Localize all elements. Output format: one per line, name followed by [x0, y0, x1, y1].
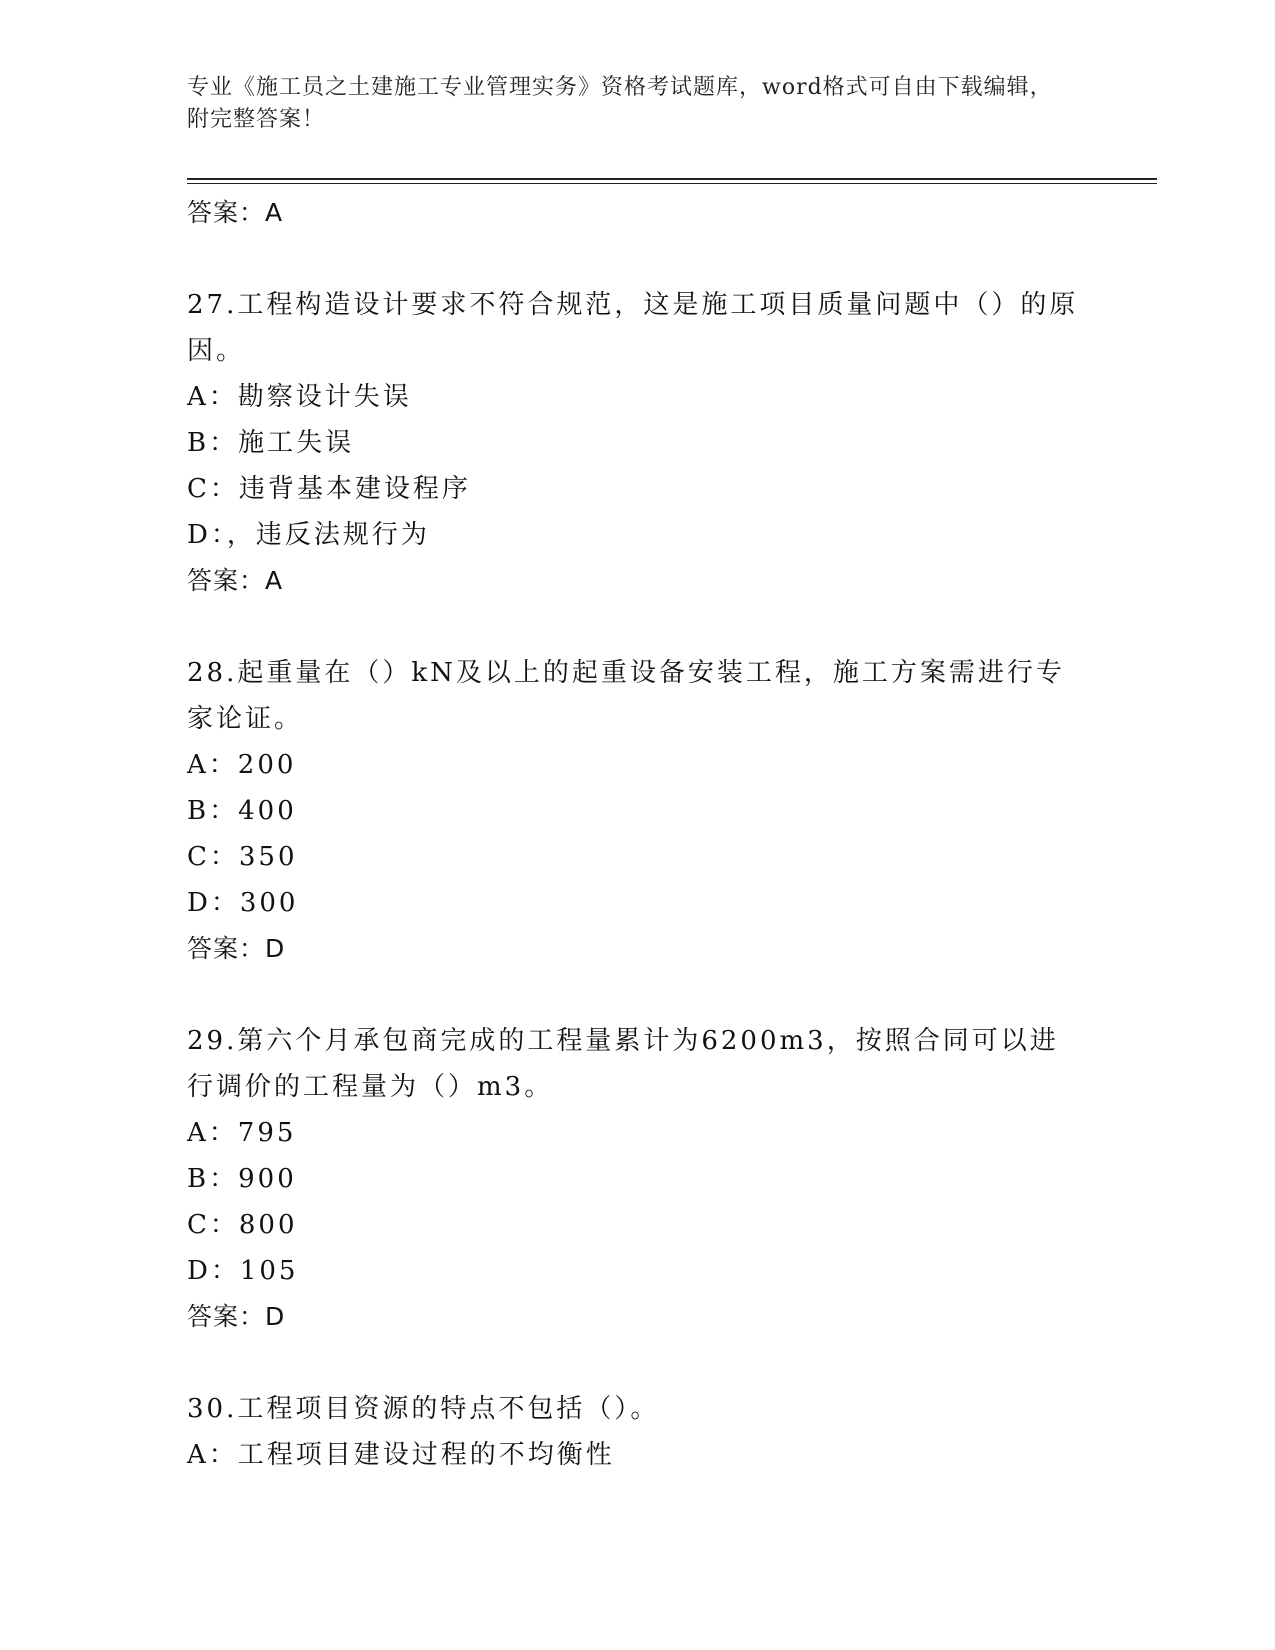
option-a: A：200	[187, 750, 297, 780]
header-divider-thin	[187, 183, 1157, 184]
spacer	[187, 604, 1087, 650]
option-c: C：800	[187, 1210, 298, 1240]
answer-line: 答案：A	[187, 566, 284, 595]
option-b: B：900	[187, 1164, 297, 1194]
question-stem: 27.工程构造设计要求不符合规范，这是施工项目质量问题中（）的原因。	[187, 290, 1079, 366]
spacer	[187, 972, 1087, 1018]
option-d: D：300	[187, 888, 299, 918]
spacer	[187, 236, 1087, 282]
question-list	[187, 190, 1087, 1478]
spacer	[187, 1340, 1087, 1386]
option-c: C：350	[187, 842, 298, 872]
option-d: D：，违反法规行为	[187, 520, 430, 550]
option-a: A：勘察设计失误	[187, 382, 412, 412]
answer-line: 答案：A	[187, 198, 284, 227]
option-c: C：违背基本建设程序	[187, 474, 471, 504]
option-d: D：105	[187, 1256, 299, 1286]
answer-line: 答案：D	[187, 1302, 286, 1331]
question-stem: 30.工程项目资源的特点不包括（）。	[187, 1394, 660, 1424]
question-stem: 29.第六个月承包商完成的工程量累计为6200m3，按照合同可以进行调价的工程量为（）m3。	[187, 1026, 1059, 1102]
question-stem: 28.起重量在（）kN及以上的起重设备安装工程，施工方案需进行专家论证。	[187, 658, 1065, 734]
option-b: B：施工失误	[187, 428, 355, 458]
option-b: B：400	[187, 796, 297, 826]
option-a: A：795	[187, 1118, 297, 1148]
answer-line: 答案：D	[187, 934, 286, 963]
document-header: 专业《施工员之土建施工专业管理实务》资格考试题库，word格式可自由下载编辑，附完整答案！	[187, 75, 1053, 132]
header-divider-thick	[187, 178, 1157, 180]
option-a: A：工程项目建设过程的不均衡性	[187, 1440, 615, 1470]
